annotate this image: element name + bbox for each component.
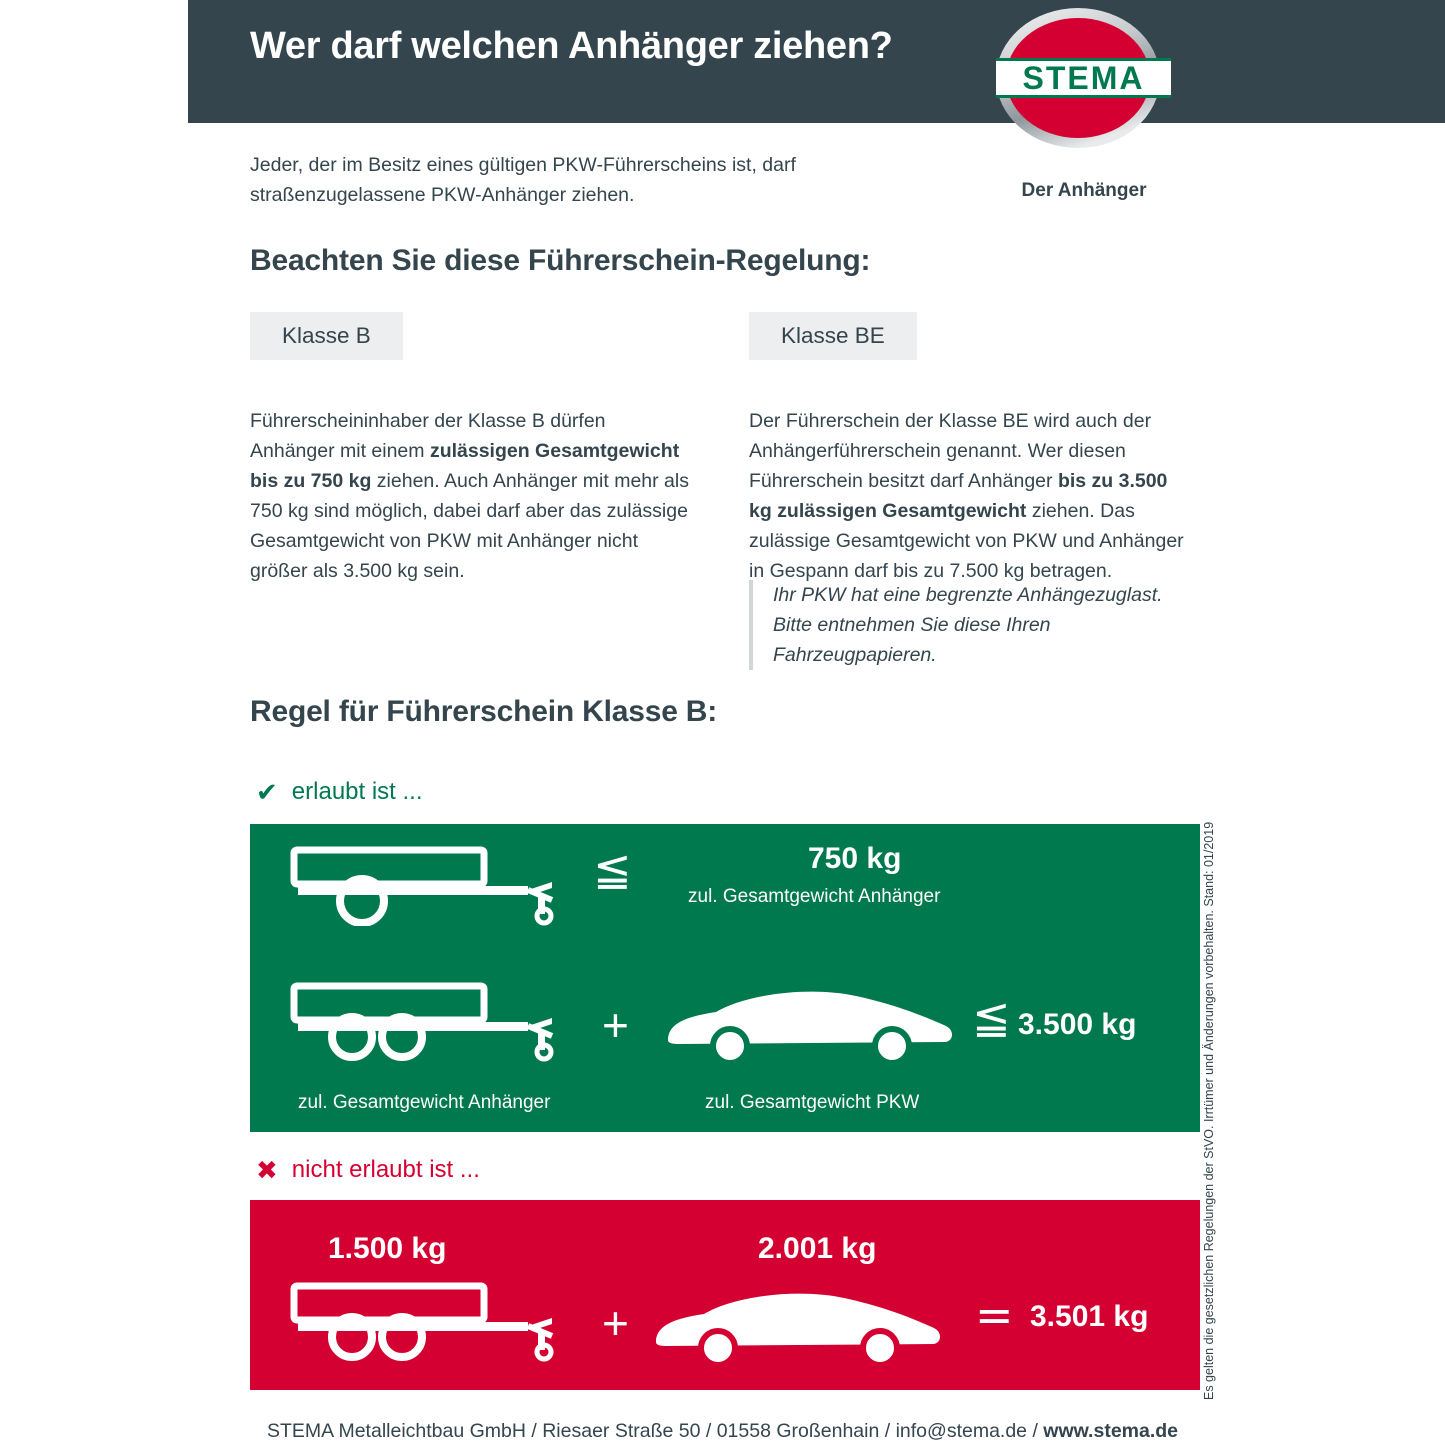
column-klasse-be bbox=[749, 406, 1189, 586]
klasse-be-text-2: ziehen. Das zulässige Gesamtgewicht von PKW und Anhänger in Gespann darf bis zu 7.500 kg betragen. bbox=[749, 500, 1184, 582]
row1-value: 750 kg bbox=[808, 842, 902, 875]
legal-sidenote-text: Es gelten die gesetzlichen Regelungen der StVO. Irrtümer und Änderungen vorbehalten. Stand: 01/2019 bbox=[1202, 821, 1216, 1400]
klasse-be-bold-1: bis zu 3.500 kg zulässigen Gesamtgewicht bbox=[749, 470, 1168, 522]
trailer-tandem-axle-icon bbox=[290, 982, 560, 1067]
footer bbox=[0, 1420, 1445, 1443]
trailer-tandem-axle-icon-red bbox=[290, 1282, 560, 1367]
logo-slogan: Der Anhänger bbox=[1021, 180, 1147, 201]
section-title-regel: Regel für Führerschein Klasse B: bbox=[250, 695, 718, 728]
not-allowed-flag bbox=[256, 1156, 480, 1184]
allowed-panel bbox=[250, 824, 1200, 1132]
column-klasse-b bbox=[250, 406, 690, 586]
car-icon-red bbox=[648, 1284, 948, 1371]
klasse-be-note: Ihr PKW hat eine begrenzte Anhängezuglast. Bitte entnehmen Sie diese Ihren Fahrzeugpapieren. bbox=[749, 580, 1194, 670]
row2-leq-operator: ≦ bbox=[972, 990, 1011, 1044]
chip-klasse-b-label: Klasse B bbox=[282, 323, 371, 348]
logo-circle bbox=[988, 6, 1168, 151]
section-title-regelung: Beachten Sie diese Führerschein-Regelung: bbox=[250, 244, 871, 277]
allowed-flag-label: erlaubt ist ... bbox=[291, 778, 423, 805]
chip-klasse-be bbox=[749, 312, 917, 360]
not-allowed-eq-operator: = bbox=[975, 1288, 1014, 1342]
row2-value: 3.500 kg bbox=[1018, 1008, 1137, 1041]
footer-url[interactable]: www.stema.de bbox=[1043, 1420, 1179, 1442]
intro-paragraph: Jeder, der im Besitz eines gültigen PKW-Führerscheins ist, darf straßenzugelassene PKW-Anhänger ziehen. bbox=[250, 154, 796, 206]
trailer-single-axle-icon bbox=[290, 846, 560, 931]
logo-wordmark: STEMA bbox=[1022, 59, 1145, 96]
page-title: Wer darf welchen Anhänger ziehen? bbox=[250, 25, 893, 67]
cross-icon: ✖ bbox=[256, 1155, 278, 1185]
not-allowed-trailer-value: 1.500 kg bbox=[328, 1232, 447, 1265]
row2-caption-car: zul. Gesamtgewicht PKW bbox=[705, 1092, 920, 1113]
legal-sidenote bbox=[1202, 821, 1236, 1400]
not-allowed-panel bbox=[250, 1200, 1200, 1390]
chip-klasse-be-label: Klasse BE bbox=[781, 323, 885, 348]
row2-plus-operator: + bbox=[602, 999, 629, 1051]
klasse-b-bold-1: zulässigen Gesamtgewicht bis zu 750 kg bbox=[250, 440, 680, 492]
car-icon bbox=[660, 982, 960, 1069]
klasse-b-text-2: ziehen. Auch Anhänger mit mehr als 750 kg sind möglich, dabei darf aber das zulässige Gesamtgewicht von PKW mit Anhänger nicht größer als 3.500 kg sein. bbox=[250, 470, 689, 582]
not-allowed-car-value: 2.001 kg bbox=[758, 1232, 877, 1265]
allowed-flag bbox=[256, 778, 423, 806]
row1-caption: zul. Gesamtgewicht Anhänger bbox=[688, 886, 941, 907]
not-allowed-plus-operator: + bbox=[602, 1297, 629, 1349]
footer-text: STEMA Metalleichtbau GmbH / Riesaer Straße 50 / 01558 Großenhain / info@stema.de / bbox=[266, 1420, 1044, 1442]
klasse-be-text-1: Der Führerschein der Klasse BE wird auch der Anhängerführerschein genannt. Wer diesen Führerschein besitzt darf Anhänger bbox=[749, 410, 1152, 492]
row2-caption-trailer: zul. Gesamtgewicht Anhänger bbox=[298, 1092, 551, 1113]
klasse-b-text-1: Führerscheininhaber der Klasse B dürfen Anhänger mit einem bbox=[250, 410, 606, 462]
row1-leq-operator: ≦ bbox=[593, 842, 632, 896]
check-icon: ✔ bbox=[256, 777, 278, 807]
not-allowed-flag-label: nicht erlaubt ist ... bbox=[291, 1156, 480, 1183]
stema-logo bbox=[988, 6, 1180, 201]
not-allowed-total-value: 3.501 kg bbox=[1030, 1300, 1149, 1333]
chip-klasse-b bbox=[250, 312, 403, 360]
